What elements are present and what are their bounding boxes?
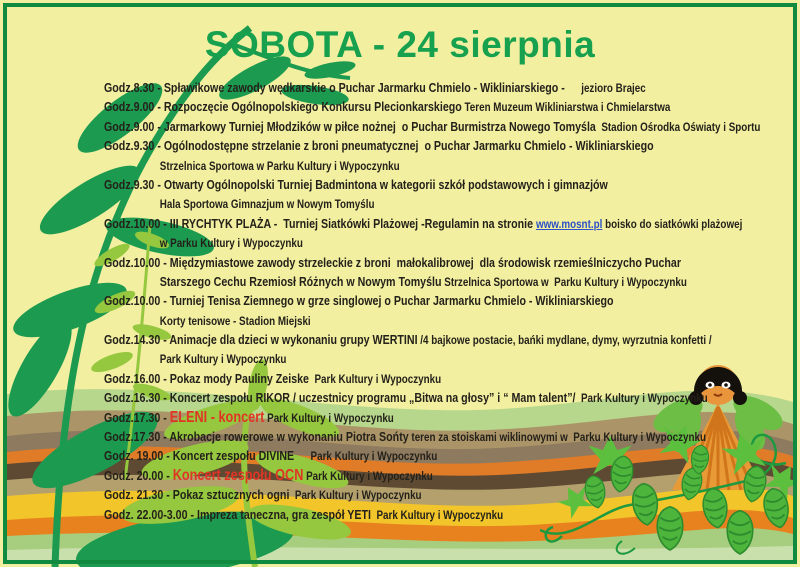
event-line	[104, 78, 800, 97]
event-text: Godz.9.30 - Otwarty Ogólnopolski Turniej Badmintona w kategorii szkół podstawowych i gimnazjów	[104, 176, 608, 192]
event-line	[104, 253, 800, 272]
event-text: jezioro Brajec	[564, 81, 646, 95]
event-text: boisko do siatkówki plażowej	[602, 216, 743, 231]
event-line	[104, 466, 800, 485]
event-text: Godz. 20.00 -	[104, 467, 173, 483]
event-text: Starszego Cechu Rzemiosł Różnych w Nowym Tomyślu	[159, 273, 442, 289]
event-text: Park Kultury i Wypoczynku	[308, 371, 442, 386]
event-text: ELENI - koncert	[169, 408, 265, 426]
event-text: /4 bajkowe postacie, bańki mydlane, dymy, wyrzutnia konfetti /	[417, 333, 712, 348]
event-line	[104, 388, 800, 407]
event-text: Godz.8.30 - Spławikowe zawody wędkarskie o Puchar Jarmarku Chmielo - Wikliniarskiego -	[104, 80, 565, 95]
event-line	[104, 194, 800, 213]
event-line	[104, 427, 800, 446]
event-line	[104, 156, 800, 175]
event-line	[104, 311, 800, 330]
event-line	[104, 214, 800, 233]
event-line	[104, 117, 800, 136]
event-text: Godz. 21.30 - Pokaz sztucznych ogni	[104, 487, 290, 503]
event-text: Godz.9.30 - Ogólnodostępne strzelanie z broni pneumatycznej o Puchar Jarmarku Chmielo - Wikliniarskiego	[104, 138, 654, 154]
event-line	[104, 136, 800, 155]
event-text: Godz.10.00 - Międzymiastowe zawody strzeleckie z broni małokalibrowej dla środowisk rzemieślniczycho Puchar	[104, 254, 682, 270]
event-line	[104, 291, 800, 310]
event-line	[104, 272, 800, 291]
event-text: Park Kultury i Wypoczynku	[575, 391, 708, 406]
event-line	[104, 175, 800, 194]
event-text: w Parku Kultury i Wypoczynku	[159, 236, 303, 251]
event-text: Teren Muzeum Wikliniarstwa i Chmielarstwa	[461, 100, 671, 115]
event-text: Godz.17.30 - Akrobacje rowerowe w wykonaniu Piotra Sońty	[104, 429, 409, 445]
event-text: Park Kultury i Wypoczynku	[294, 449, 438, 464]
event-line	[104, 233, 800, 252]
event-text: Park Kultury i Wypoczynku	[289, 488, 422, 503]
event-text: Strzelnica Sportowa w Parku Kultury i Wypoczynku	[441, 274, 687, 289]
event-text: Stadion Ośrodka Oświaty i Sportu	[595, 119, 761, 134]
event-line	[104, 97, 800, 116]
event-text: Strzelnica Sportowa w Parku Kultury i Wypoczynku	[159, 158, 400, 173]
event-text: Godz.17.30 -	[104, 409, 170, 425]
event-line	[104, 408, 800, 427]
event-text: Hala Sportowa Gimnazjum w Nowym Tomyślu	[159, 197, 375, 212]
event-line	[104, 349, 800, 368]
event-line	[104, 330, 800, 349]
event-text: Godz.16.00 - Pokaz mody Pauliny Zeiske	[104, 370, 309, 386]
event-text: Godz.10.00 - Turniej Tenisa Ziemnego w grze singlowej o Puchar Jarmarku Chmielo - Wikliniarskiego	[104, 293, 614, 309]
event-text: Park Kultury i Wypoczynku	[370, 507, 504, 522]
event-text: Park Kultury i Wypoczynku	[303, 468, 433, 483]
page-title: SOBOTA - 24 sierpnia	[204, 24, 596, 65]
event-list	[104, 78, 800, 524]
event-text: Korty tenisowe - Stadion Miejski	[159, 313, 311, 328]
event-text: Godz. 19.00 - Koncert zespołu DIVINE	[104, 448, 295, 464]
event-text: Godz.9.00 - Rozpoczęcie Ogólnopolskiego Konkursu Plecionkarskiego	[104, 99, 462, 115]
event-text: Park Kultury i Wypoczynku	[159, 352, 287, 367]
event-text: teren za stoiskami wiklinowymi w Parku Kultury i Wypoczynku	[408, 430, 706, 445]
event-text: Koncert zespołu OCN	[172, 466, 304, 484]
event-line	[104, 505, 800, 524]
event-text: Park Kultury i Wypoczynku	[264, 410, 394, 425]
event-line	[104, 369, 800, 388]
event-text: Godz.16.30 - Koncert zespołu RIKOR / uczestnicy programu „Bitwa na głosy” i “ Mam talent”/	[104, 390, 576, 406]
event-line	[104, 446, 800, 465]
event-text: Godz.9.00 - Jarmarkowy Turniej Młodzików w piłce nożnej o Puchar Burmistrza Nowego Tomyśla	[104, 118, 596, 134]
mosnt-link[interactable]: www.mosnt.pl	[535, 216, 603, 231]
event-text: Godz. 22.00-3.00 - Impreza taneczna, gra zespół YETI	[104, 506, 371, 522]
event-text: Godz.14.30 - Animacje dla dzieci w wykonaniu grupy WERTINI	[104, 332, 418, 348]
event-line	[104, 485, 800, 504]
event-text: Godz.10.00 - III RYCHTYK PLAŻA - Turniej Siatkówki Plażowej -Regulamin na stronie	[104, 215, 536, 231]
